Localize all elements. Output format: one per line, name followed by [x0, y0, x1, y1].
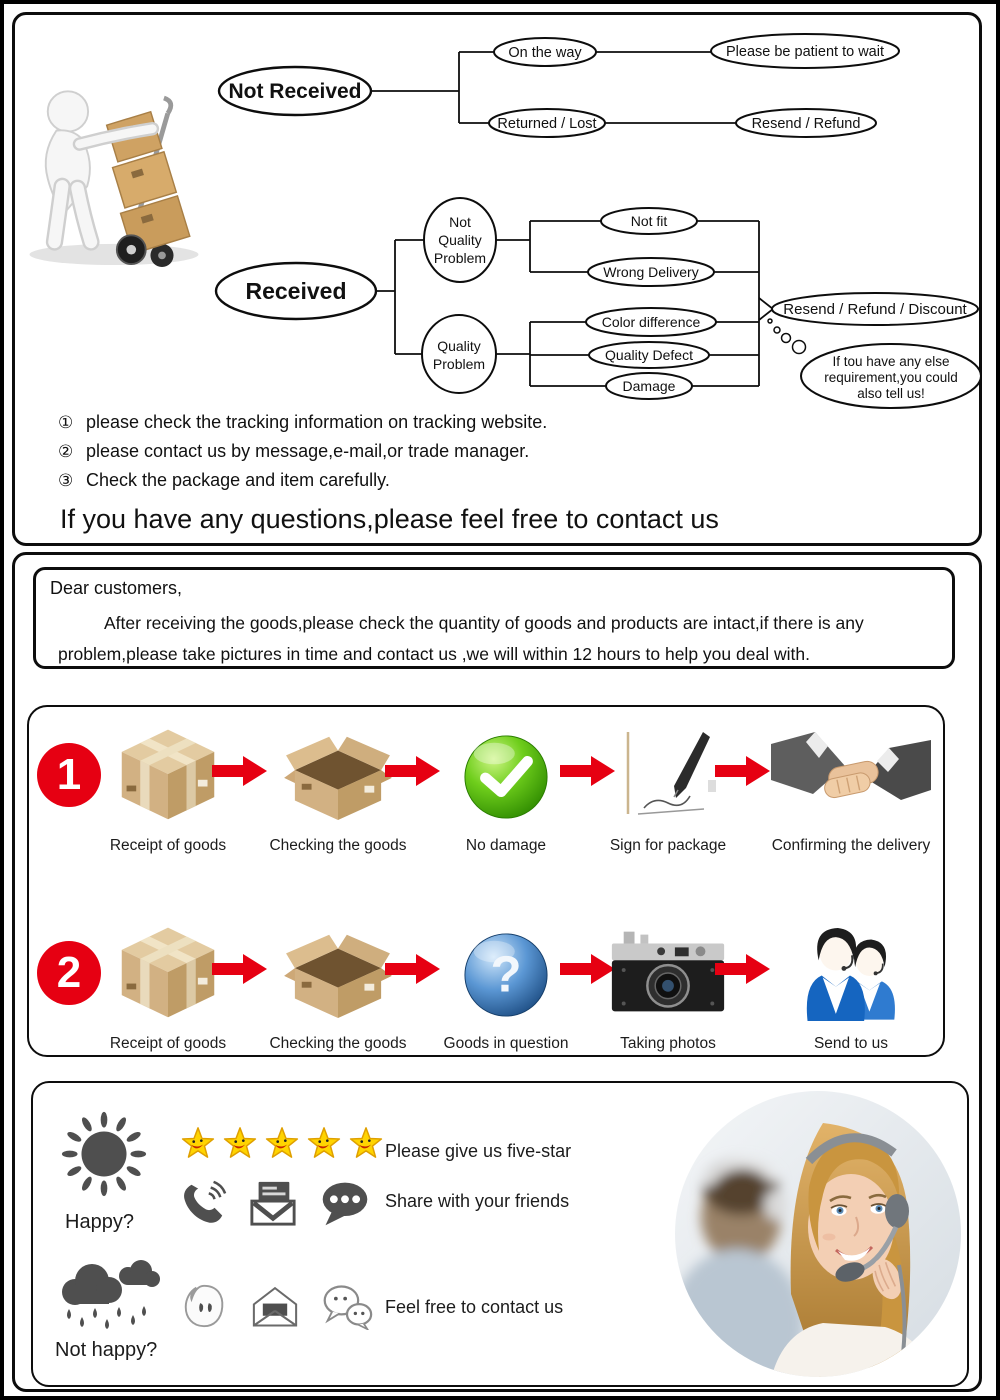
chat-bubble-icon: [319, 1179, 371, 1227]
wechat-icon: [321, 1282, 373, 1330]
question-ball-icon: [462, 929, 550, 1021]
svg-text:Not: Not: [449, 214, 471, 230]
note-2-text: please contact us by message,e-mail,or trade manager.: [86, 441, 530, 461]
station-confirm: [763, 719, 939, 855]
svg-text:Resend / Refund / Discount: Resend / Refund / Discount: [783, 301, 967, 318]
svg-text:Damage: Damage: [622, 378, 676, 394]
closed-box-icon: [115, 725, 221, 823]
share-icons-row: [179, 1179, 371, 1227]
node-damage: [606, 373, 692, 399]
happy-label: Happy?: [65, 1211, 134, 1233]
svg-text:On the way: On the way: [508, 45, 582, 61]
step-label: Receipt of goods: [109, 1035, 227, 1052]
svg-text:Please be patient to wait: Please be patient to wait: [726, 44, 884, 60]
smiling-star-icon: [179, 1125, 217, 1163]
smiling-star-icon: [347, 1125, 385, 1163]
closed-box-icon: [115, 923, 221, 1021]
circled-2-icon: ②: [58, 442, 74, 461]
support-agent-photo: [673, 1089, 963, 1379]
note-3-text: Check the package and item carefully.: [86, 470, 390, 490]
station-send: [763, 917, 939, 1053]
five-star-text: Please give us five-star: [385, 1141, 572, 1161]
node-received: [216, 263, 376, 319]
smiling-star-icon: [305, 1125, 343, 1163]
dear-salutation: Dear customers,: [50, 578, 183, 598]
svg-text:Quality: Quality: [437, 338, 481, 354]
feedback-box: [31, 1081, 969, 1387]
open-box-icon: [283, 923, 393, 1021]
svg-text:If tou have any else: If tou have any else: [832, 354, 950, 369]
five-stars: [179, 1125, 385, 1163]
note-2: [58, 437, 547, 466]
circled-3-icon: ③: [58, 471, 74, 490]
svg-text:Color difference: Color difference: [601, 314, 701, 330]
camera-icon: [604, 926, 732, 1021]
svg-text:Quality Defect: Quality Defect: [605, 347, 693, 363]
qq-icon: [179, 1281, 229, 1331]
svg-text:requirement,you could: requirement,you could: [824, 370, 958, 385]
contact-icons-row: [179, 1281, 373, 1331]
notes-list: [58, 408, 547, 495]
node-not-fit: [601, 208, 697, 234]
node-resend-refund: [736, 109, 876, 137]
step-label: Receipt of goods: [109, 837, 227, 854]
smiling-star-icon: [263, 1125, 301, 1163]
node-not-received: [219, 67, 371, 115]
note-1: [58, 408, 547, 437]
step-label: Taking photos: [620, 1035, 716, 1052]
step-label: Checking the goods: [269, 837, 407, 854]
node-wrong-delivery: [588, 258, 714, 286]
contact-text: Feel free to contact us: [385, 1297, 564, 1317]
dear-customers-box: [33, 567, 955, 669]
step-label: Confirming the delivery: [771, 837, 931, 854]
process-steps-box: [27, 705, 945, 1057]
step-2-badge: 2: [37, 941, 101, 1005]
contact-headline: If you have any questions,please feel free to contact us: [60, 504, 719, 534]
svg-text:Not fit: Not fit: [630, 213, 668, 229]
node-not-quality-problem: [424, 198, 496, 282]
sign-pen-icon: [608, 728, 728, 823]
step-1-badge: 1: [37, 743, 101, 807]
step-label: No damage: [465, 837, 547, 854]
instructions-panel: [12, 552, 982, 1392]
node-quality-problem: [422, 315, 496, 393]
svg-text:Quality: Quality: [438, 232, 482, 248]
svg-text:Returned / Lost: Returned / Lost: [497, 116, 597, 132]
support-team-icon: [795, 925, 907, 1021]
phone-icon: [179, 1179, 227, 1227]
svg-text:also tell us!: also tell us!: [857, 386, 925, 401]
thought-bubble: [768, 319, 981, 408]
smiling-star-icon: [221, 1125, 259, 1163]
node-resend-refund-discount: [772, 293, 978, 325]
open-envelope-icon: [249, 1282, 301, 1330]
open-box-icon: [283, 725, 393, 823]
node-on-the-way: [494, 38, 596, 66]
step-label: Checking the goods: [269, 1035, 407, 1052]
node-be-patient: [711, 34, 899, 68]
not-happy-label: Not happy?: [55, 1339, 158, 1361]
svg-text:Problem: Problem: [432, 356, 486, 372]
support-agent-photo-image: [673, 1089, 963, 1379]
circled-1-icon: ①: [58, 413, 74, 432]
mail-letter-icon: [247, 1179, 299, 1227]
handshake-icon: [770, 728, 932, 823]
svg-text:?: ?: [490, 945, 522, 1003]
svg-text:Wrong Delivery: Wrong Delivery: [603, 264, 699, 280]
node-quality-defect: [589, 342, 709, 368]
check-ball-icon: [462, 731, 550, 823]
note-1-text: please check the tracking information on tracking website.: [86, 412, 548, 432]
note-3: [58, 466, 547, 495]
rain-cloud-icon: [49, 1249, 169, 1341]
node-color-difference: [586, 308, 716, 336]
step-label: Sign for package: [609, 837, 727, 854]
svg-text:Received: Received: [245, 278, 347, 304]
svg-text:Resend / Refund: Resend / Refund: [751, 116, 861, 132]
svg-text:Problem: Problem: [433, 250, 487, 266]
svg-text:Not Received: Not Received: [228, 80, 362, 103]
sun-icon: [57, 1107, 151, 1201]
step-label: Goods in question: [443, 1035, 569, 1052]
share-text: Share with your friends: [385, 1191, 570, 1211]
node-returned-lost: [489, 109, 605, 137]
dear-body: After receiving the goods,please check the quantity of goods and products are intact,if there is any problem,please take pictures in time and contact us ,we will within 12 hours to help you deal with.: [58, 613, 864, 664]
step-label: Send to us: [813, 1035, 889, 1052]
